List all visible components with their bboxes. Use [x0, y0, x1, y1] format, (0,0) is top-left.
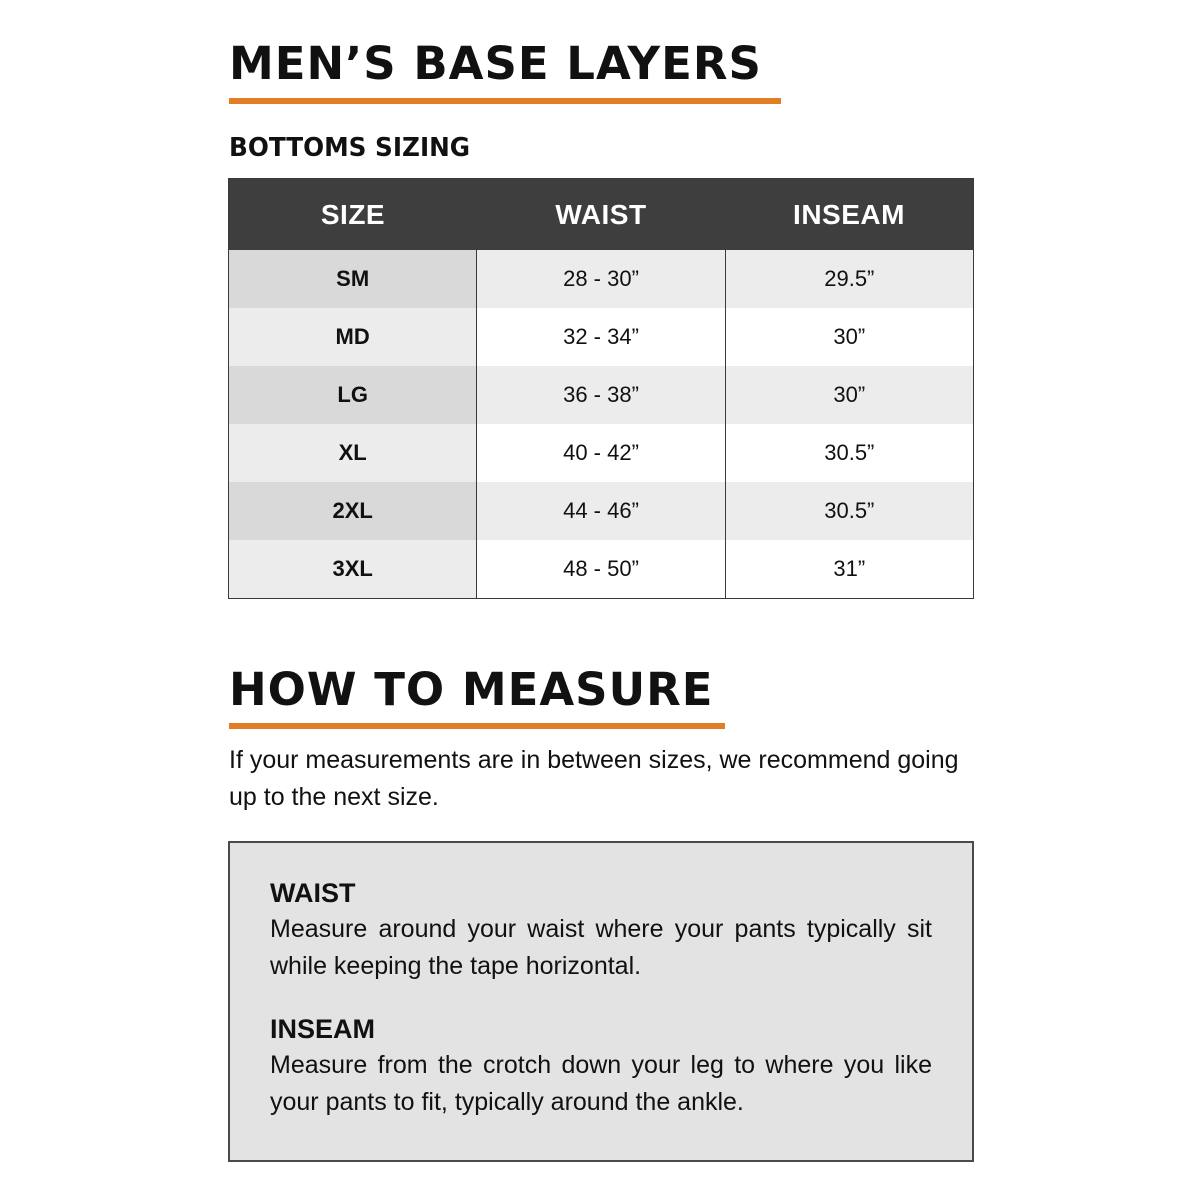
table-header-row [229, 179, 973, 250]
section-underline [229, 723, 725, 729]
size-cell: LG [229, 366, 476, 424]
size-cell: 2XL [229, 482, 476, 540]
inseam-cell: 30” [725, 308, 973, 366]
table-row [229, 540, 973, 598]
waist-instruction [270, 875, 932, 985]
column-header-inseam: INSEAM [793, 198, 905, 230]
table-row [229, 308, 973, 366]
inseam-cell: 30” [725, 366, 973, 424]
waist-description: Measure around your waist where your pants typically sit while keeping the tape horizontal. [270, 915, 932, 980]
waist-cell: 44 - 46” [476, 482, 724, 540]
page-title: MEN’S BASE LAYERS [229, 37, 762, 90]
how-to-measure-title: HOW TO MEASURE [229, 663, 714, 716]
section-subtitle: BOTTOMS SIZING [229, 133, 471, 163]
size-cell: MD [229, 308, 476, 366]
waist-cell: 28 - 30” [476, 250, 724, 308]
waist-heading: WAIST [270, 878, 356, 908]
column-header-waist: WAIST [555, 198, 647, 230]
inseam-cell: 30.5” [725, 424, 973, 482]
measure-instructions-box [228, 841, 974, 1162]
measure-intro-text: If your measurements are in between sizes, we recommend going up to the next size. [229, 746, 959, 811]
size-cell: SM [229, 250, 476, 308]
title-underline [229, 98, 781, 104]
inseam-cell: 31” [725, 540, 973, 598]
waist-cell: 40 - 42” [476, 424, 724, 482]
size-chart-table [228, 178, 974, 599]
size-cell: 3XL [229, 540, 476, 598]
size-cell: XL [229, 424, 476, 482]
inseam-cell: 30.5” [725, 482, 973, 540]
inseam-cell: 29.5” [725, 250, 973, 308]
column-header-size: SIZE [320, 198, 386, 230]
waist-cell: 48 - 50” [476, 540, 724, 598]
inseam-heading: INSEAM [270, 1014, 376, 1044]
inseam-instruction [270, 1011, 932, 1121]
waist-cell: 32 - 34” [476, 308, 724, 366]
table-row [229, 250, 973, 308]
inseam-description: Measure from the crotch down your leg to where you like your pants to fit, typically around the ankle. [270, 1051, 932, 1116]
table-row [229, 482, 973, 540]
table-row [229, 366, 973, 424]
table-row [229, 424, 973, 482]
waist-cell: 36 - 38” [476, 366, 724, 424]
